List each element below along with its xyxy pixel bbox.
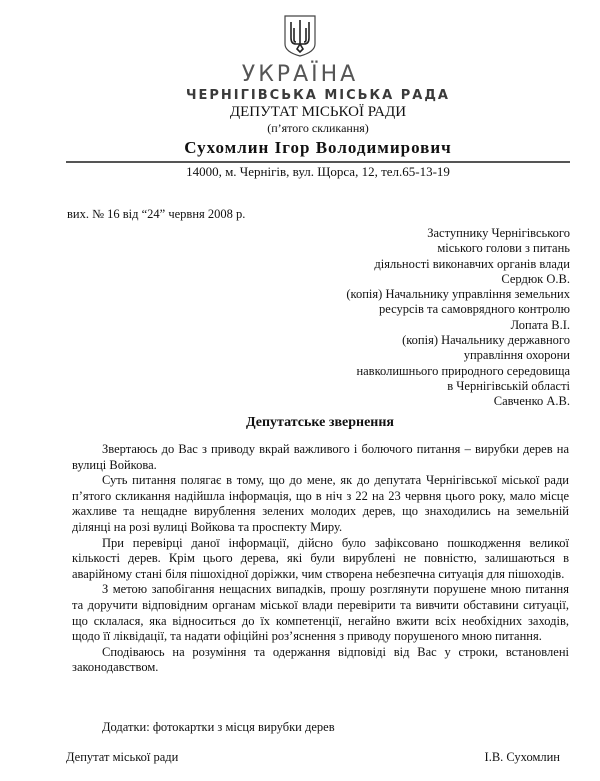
body-paragraph: Звертаюсь до Вас з приводу вкрай важливого і болючого питання – вирубки дерев на вулиці Войкова. — [72, 442, 569, 472]
signature-position: Депутат міської ради — [66, 750, 179, 764]
recipient-line: діяльності виконавчих органів влади — [374, 256, 570, 271]
deputy-position: ДЕПУТАТ МІСЬКОЇ РАДИ — [229, 104, 407, 120]
recipient-line: Заступнику Чернігівського — [427, 226, 570, 240]
recipient-line: навколишнього природного середовища — [356, 363, 570, 378]
recipient-line: Лопата В.І. — [510, 317, 570, 332]
outgoing-reference: вих. № 16 від “24” червня 2008 р. — [67, 207, 246, 221]
letter-body — [72, 442, 569, 676]
recipient-line: в Чернігівській області — [447, 378, 570, 393]
body-paragraph: При перевірці даної інформації, дійсно було зафіксовано пошкодження великої кількості дерев. Крім цього дерева, які були вирублені не повністю, залишаються в аварійному стані біля пішохідної доріжки, чим створена небезпечна ситуація для пішоходів. — [72, 535, 569, 581]
recipient-line: (копія) Начальнику державного — [402, 333, 570, 348]
recipient-line: міського голови з питань — [437, 241, 570, 256]
recipient-line: управління охорони — [463, 348, 570, 363]
header-divider — [66, 161, 570, 163]
attachments-note: Додатки: фотокартки з місця вирубки дерев — [102, 720, 335, 734]
body-paragraph: Суть питання полягає в тому, що до мене, як до депутата Чернігівської міської ради п’ятого скликання надійшла інформація, що в ніч з 22 на 23 червня цього року, мало місце жахливе та нещадне вирублення зелених молодих дерев, що знаходились на земельній ділянці на розі вулиці Войкова та проспекту Миру. — [72, 473, 569, 534]
contact-address: 14000, м. Чернігів, вул. Щорса, 12, тел.65-13-19 — [186, 164, 450, 179]
deputy-full-name: Сухомлин Ігор Володимирович — [184, 138, 452, 157]
document-title: Депутатське звернення — [245, 415, 395, 430]
council-name: ЧЕРНІГІВСЬКА МІСЬКА РАДА — [186, 88, 450, 103]
recipient-line: ресурсів та самоврядного контролю — [378, 302, 570, 317]
recipient-line: Сердюк О.В. — [501, 271, 570, 286]
recipient-line: (копія) Начальнику управління земельних — [346, 287, 570, 302]
signature-name: І.В. Сухомлин — [484, 750, 560, 764]
recipients-block — [346, 226, 570, 410]
recipient-line: Савченко А.В. — [493, 394, 570, 409]
body-paragraph: З метою запобігання нещасних випадків, прошу розглянути порушене мною питання та доручити відповідним органам міської влади перевірити та вивчити обставини ситуації, що склалася, яка відноситься до їх компетенції, негайно вжити всіх необхідних заходів, щодо її ліквідації, та надати офіційні роз’яснення з приводу порушеного мною питання. — [72, 582, 569, 644]
country-name: УКРАЇНА — [241, 62, 359, 87]
body-paragraph: Сподіваюсь на розуміння та одержання відповіді від Вас у строки, встановлені законодавством. — [72, 644, 569, 675]
convocation: (п’ятого скликання) — [267, 121, 369, 135]
trident-coat-of-arms-icon — [283, 14, 317, 58]
